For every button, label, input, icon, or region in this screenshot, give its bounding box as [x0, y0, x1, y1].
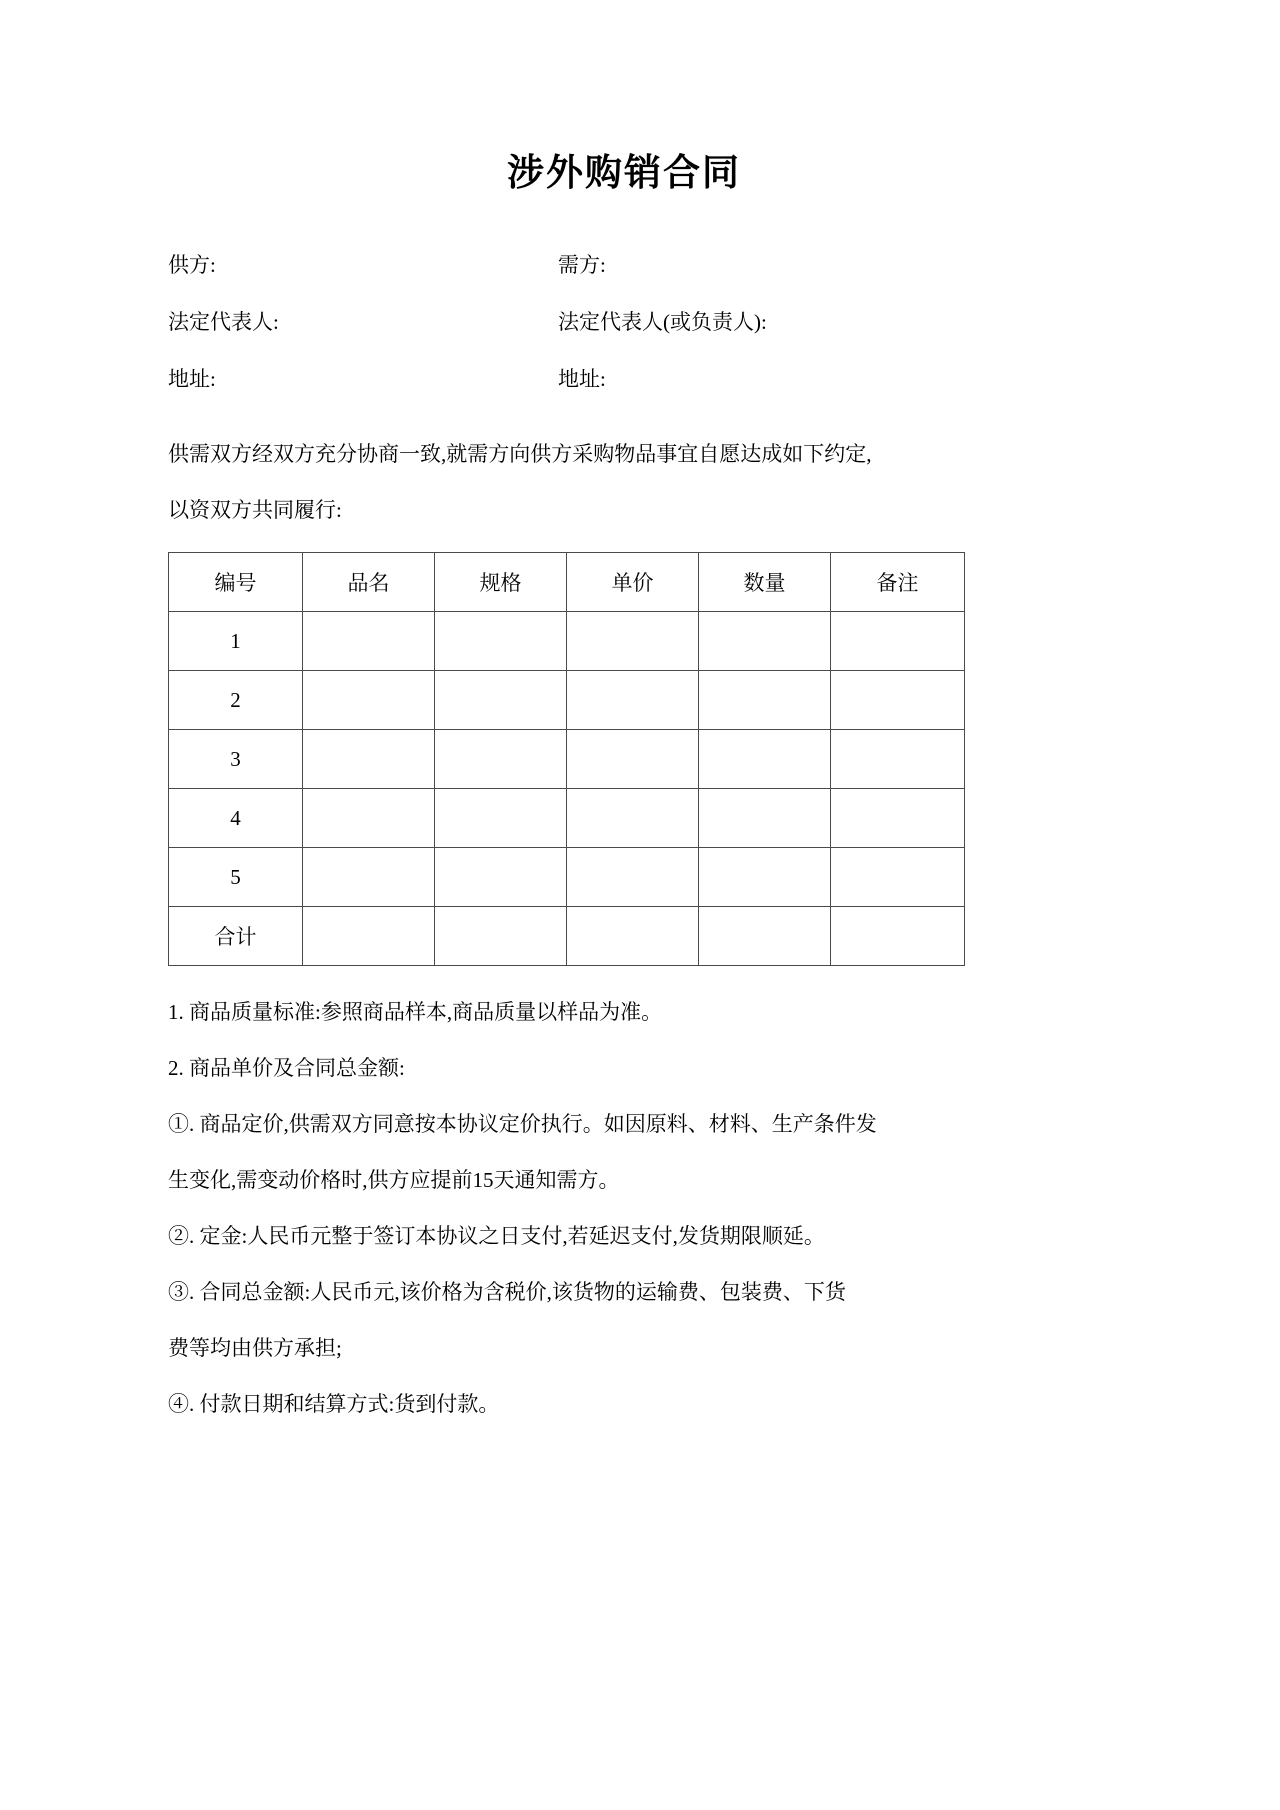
supplier-legal-rep-label: 法定代表人:	[168, 310, 279, 335]
cell-total-price[interactable]	[567, 907, 699, 966]
party-row-address	[168, 369, 1120, 390]
cell-memo[interactable]	[831, 789, 965, 848]
intro-line-1: 供需双方经双方充分协商一致,就需方向供方采购物品事宜自愿达成如下约定,	[168, 442, 872, 467]
clause-pricing-item-2	[168, 1208, 958, 1264]
cell-memo[interactable]	[831, 730, 965, 789]
party-row-supplier-buyer	[168, 255, 1120, 276]
intro-line-2: 以资双方共同履行:	[168, 498, 342, 523]
table-header-spec: 规格	[435, 553, 567, 612]
cell-name[interactable]	[303, 612, 435, 671]
table-header-row	[169, 553, 965, 612]
buyer-address-label: 地址:	[558, 367, 606, 392]
table-row	[169, 671, 965, 730]
clause-pricing-item-4	[168, 1376, 958, 1432]
cell-qty[interactable]	[699, 612, 831, 671]
buyer-legal-rep-label: 法定代表人(或负责人):	[558, 310, 767, 335]
clause-line: 1. 商品质量标准:参照商品样本,商品质量以样品为准。	[168, 1000, 663, 1025]
cell-spec[interactable]	[435, 789, 567, 848]
clause-line: ②. 定金:人民币元整于签订本协议之日支付,若延迟支付,发货期限顺延。	[168, 1224, 825, 1249]
cell-no: 3	[169, 730, 303, 789]
table-header-no: 编号	[169, 553, 303, 612]
clause-line: ①. 商品定价,供需双方同意按本协议定价执行。如因原料、材料、生产条件发	[168, 1112, 877, 1137]
cell-name[interactable]	[303, 789, 435, 848]
clause-line: ④. 付款日期和结算方式:货到付款。	[168, 1392, 500, 1417]
cell-name[interactable]	[303, 671, 435, 730]
cell-price[interactable]	[567, 730, 699, 789]
table-row	[169, 612, 965, 671]
cell-price[interactable]	[567, 612, 699, 671]
cell-no: 2	[169, 671, 303, 730]
cell-total-label: 合计	[169, 907, 303, 966]
cell-no: 1	[169, 612, 303, 671]
clause-line: 费等均由供方承担;	[168, 1336, 342, 1361]
clause-line: 生变化,需变动价格时,供方应提前15天通知需方。	[168, 1168, 620, 1193]
table-row	[169, 789, 965, 848]
intro-paragraph	[168, 426, 958, 538]
cell-price[interactable]	[567, 671, 699, 730]
cell-price[interactable]	[567, 789, 699, 848]
cell-name[interactable]	[303, 848, 435, 907]
clause-line: ③. 合同总金额:人民币元,该价格为含税价,该货物的运输费、包装费、下货	[168, 1280, 846, 1305]
clause-line: 2. 商品单价及合同总金额:	[168, 1056, 405, 1081]
table-header-name: 品名	[303, 553, 435, 612]
cell-qty[interactable]	[699, 789, 831, 848]
clause-price-and-total	[168, 1040, 958, 1096]
table-header-memo: 备注	[831, 553, 965, 612]
cell-memo[interactable]	[831, 612, 965, 671]
table-total-row	[169, 907, 965, 966]
party-row-legal-rep	[168, 312, 1120, 333]
page-title: 涉外购销合同	[507, 153, 741, 194]
cell-qty[interactable]	[699, 671, 831, 730]
goods-table	[168, 552, 965, 966]
buyer-label: 需方:	[558, 253, 606, 278]
cell-memo[interactable]	[831, 848, 965, 907]
cell-spec[interactable]	[435, 848, 567, 907]
cell-spec[interactable]	[435, 730, 567, 789]
cell-price[interactable]	[567, 848, 699, 907]
cell-name[interactable]	[303, 730, 435, 789]
cell-total-spec[interactable]	[435, 907, 567, 966]
table-header-price: 单价	[567, 553, 699, 612]
cell-spec[interactable]	[435, 612, 567, 671]
supplier-address-label: 地址:	[168, 367, 216, 392]
clauses-section	[168, 984, 958, 1432]
cell-qty[interactable]	[699, 848, 831, 907]
cell-total-name[interactable]	[303, 907, 435, 966]
clause-pricing-item-3	[168, 1264, 958, 1376]
table-header-qty: 数量	[699, 553, 831, 612]
supplier-label: 供方:	[168, 253, 216, 278]
cell-total-memo[interactable]	[831, 907, 965, 966]
clause-quality-standard	[168, 984, 958, 1040]
cell-no: 4	[169, 789, 303, 848]
clause-pricing-item-1	[168, 1096, 958, 1208]
cell-memo[interactable]	[831, 671, 965, 730]
table-row	[169, 848, 965, 907]
cell-total-qty[interactable]	[699, 907, 831, 966]
cell-no: 5	[169, 848, 303, 907]
goods-table-wrapper	[168, 552, 958, 966]
table-row	[169, 730, 965, 789]
cell-qty[interactable]	[699, 730, 831, 789]
cell-spec[interactable]	[435, 671, 567, 730]
